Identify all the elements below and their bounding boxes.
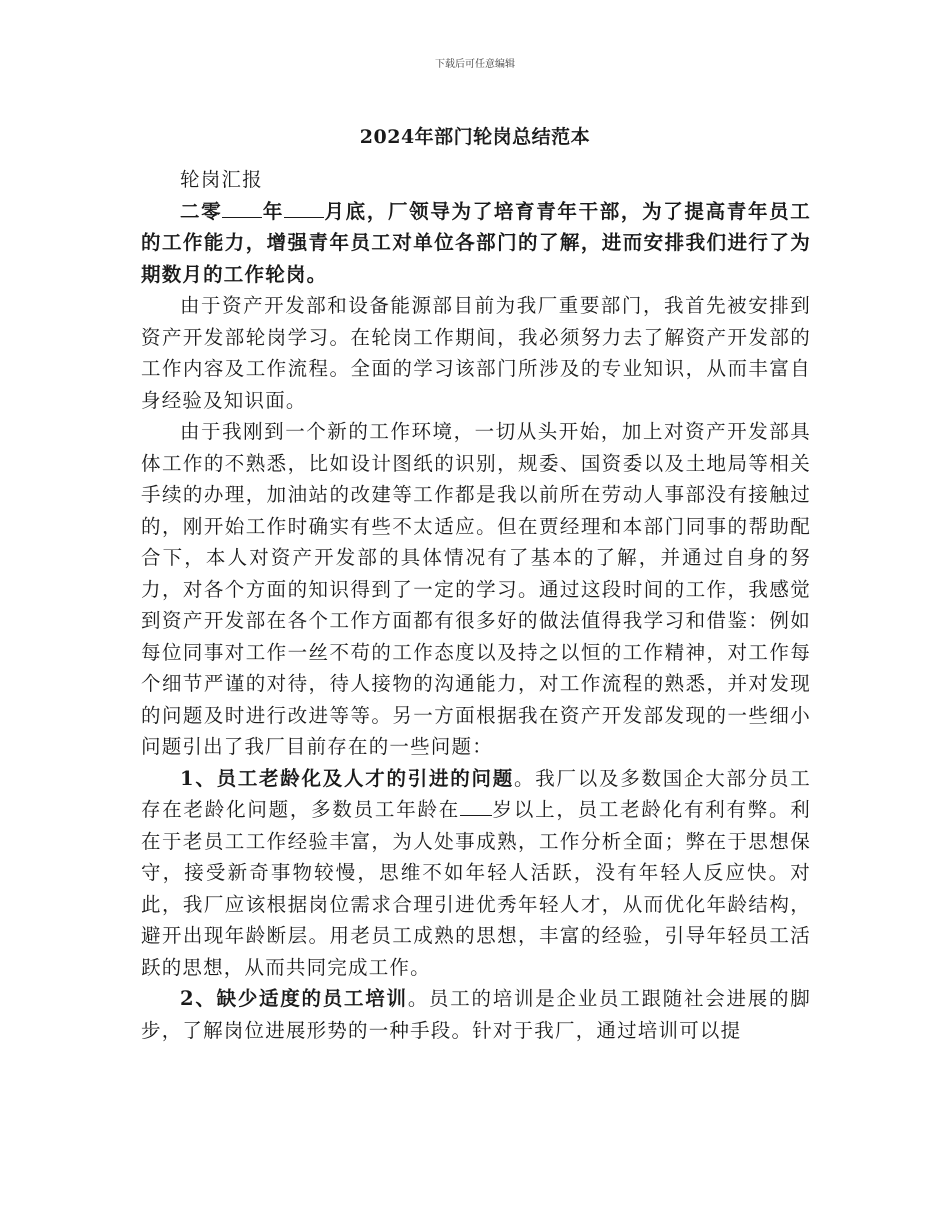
intro-text-2: 年 bbox=[262, 199, 285, 223]
blank-line bbox=[460, 796, 492, 816]
point-text: 。我厂以及多数国企大部分员工存在老龄化问题，多数员工年龄在 bbox=[141, 766, 811, 821]
point-text: 岁以上，员工老龄化有利有弊。利在于老员工工作经验丰富，为人处事成熟，工作分析全面；弊在于思想保守，接受新奇事物较慢，思维不如年轻人活跃，没有年轻人反应快。对此，我厂应该根据岗位需求合理引进优秀年轻人才，从而优化年龄结构，避开出现年龄断层。用老员工成熟的思想，丰富的经验，引导年轻员工活跃的思想，从而共同完成工作。 bbox=[141, 798, 811, 979]
blank-line bbox=[222, 198, 262, 218]
intro-paragraph bbox=[141, 196, 811, 291]
body-paragraph: 由于我刚到一个新的工作环境，一切从头开始，加上对资产开发部具体工作的不熟悉，比如设计图纸的识别，规委、国资委以及土地局等相关手续的办理，加油站的改建等工作都是我以前所在劳动人事部没有接触过的，刚开始工作时确实有些不太适应。但在贾经理和本部门同事的帮助配合下，本人对资产开发部的具体情况有了基本的了解，并通过自身的努力，对各个方面的知识得到了一定的学习。通过这段时间的工作，我感觉到资产开发部在各个工作方面都有很多好的做法值得我学习和借鉴：例如每位同事对工作一丝不苟的工作态度以及持之以恒的工作精神，对工作每个细节严谨的对待，待人接物的沟通能力，对工作流程的熟悉，并对发现的问题及时进行改进等等。另一方面根据我在资产开发部发现的一些细小问题引出了我厂目前存在的一些问题： bbox=[141, 420, 811, 758]
intro-text-3: 月底，厂领导为了培育青年干部，为了提高青年员工的工作能力，增强青年员工对单位各部门的了解，进而安排我们进行了为期数月的工作轮岗。 bbox=[141, 199, 812, 286]
point-heading: 1、员工老龄化及人才的引进的问题 bbox=[180, 766, 515, 790]
document-body bbox=[141, 164, 811, 1046]
point-paragraph bbox=[141, 763, 811, 984]
intro-text-1: 二零 bbox=[180, 199, 223, 223]
blank-line bbox=[284, 198, 324, 218]
point-text: 。员工的培训是企业员工跟随社会进展的脚步，了解岗位进展形势的一种手段。针对于我厂，通过培训可以提 bbox=[141, 987, 811, 1042]
point-paragraph bbox=[141, 983, 811, 1046]
header-note: 下载后可任意编辑 bbox=[435, 59, 515, 70]
body-paragraph: 由于资产开发部和设备能源部目前为我厂重要部门，我首先被安排到资产开发部轮岗学习。在轮岗工作期间，我必须努力去了解资产开发部的工作内容及工作流程。全面的学习该部门所涉及的专业知识，从而丰富自身经验及知识面。 bbox=[141, 294, 811, 412]
point-heading: 2、缺少适度的员工培训 bbox=[180, 987, 408, 1010]
section-label: 轮岗汇报 bbox=[180, 168, 263, 191]
document-title: 2024年部门轮岗总结范本 bbox=[359, 126, 591, 148]
